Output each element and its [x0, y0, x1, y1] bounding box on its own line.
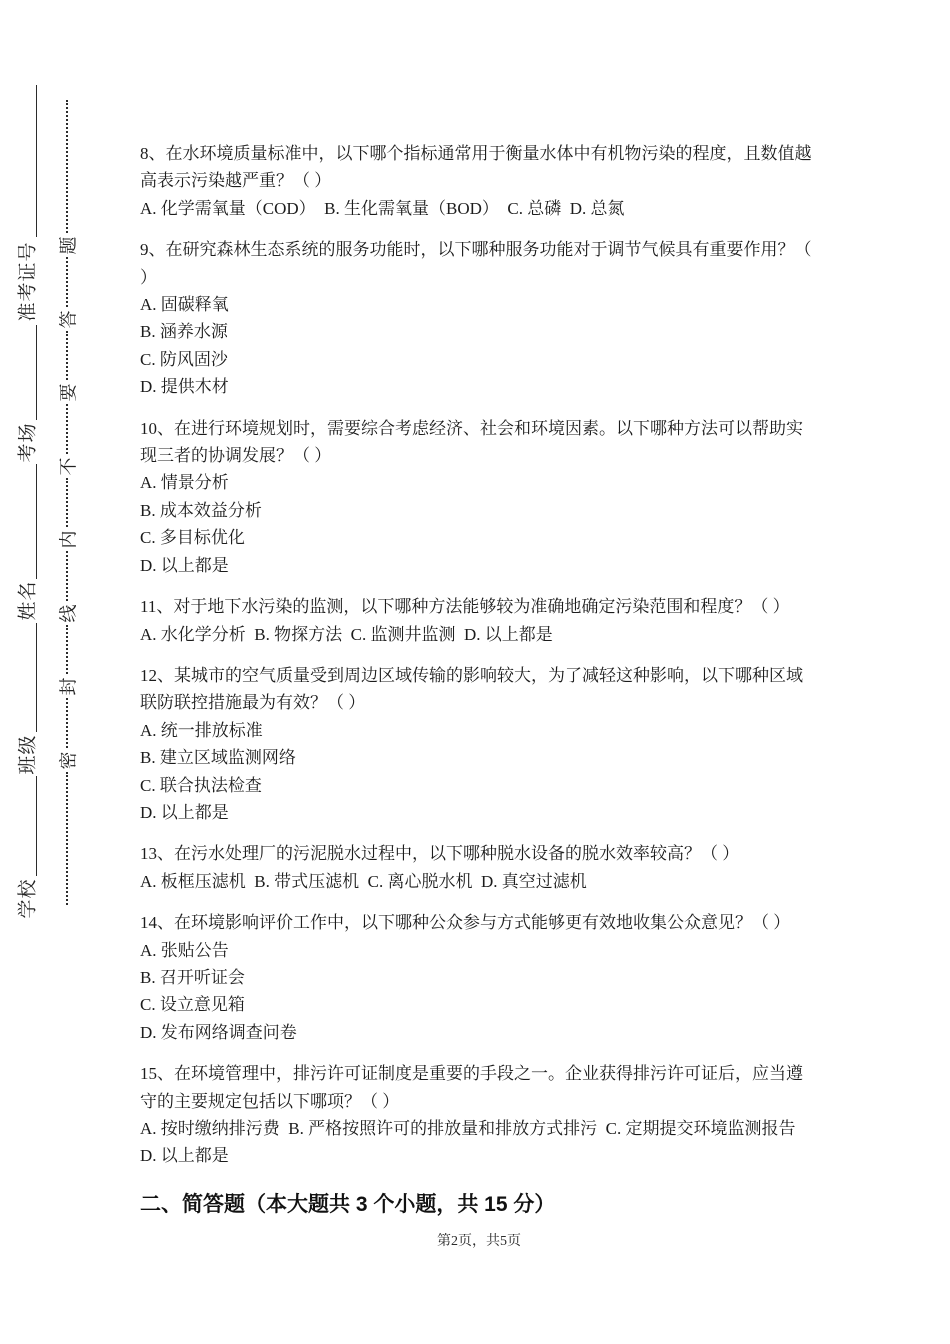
blank-underline — [36, 464, 37, 578]
question-12-option-d: D. 以上都是 — [140, 802, 229, 822]
seal-char-bu: 不 — [58, 456, 78, 476]
seal-char-feng: 封 — [58, 676, 78, 696]
question-9-option-b: B. 涵养水源 — [140, 322, 228, 342]
field-label-text: 班级 — [17, 734, 39, 775]
field-label-school — [11, 876, 41, 920]
seal-dotted-line — [66, 698, 68, 747]
question-14-stem: 14、在环境影响评价工作中，以下哪种公众参与方式能够更有效地收集公众意见？（ ） — [140, 913, 791, 933]
seal-dotted-line — [66, 551, 68, 600]
seal-line-column — [52, 100, 82, 905]
question-11-options: A. 水化学分析 B. 物探方法 C. 监测井监测 D. 以上都是 — [140, 624, 553, 644]
seal-char-nei: 内 — [58, 529, 78, 549]
question-9 — [140, 236, 818, 400]
seal-char-xian: 线 — [58, 603, 78, 623]
question-12-option-c: C. 联合执法检查 — [140, 775, 262, 795]
seal-char-da: 答 — [58, 309, 78, 329]
question-15-stem: 15、在环境管理中，排污许可证制度是重要的手段之一。企业获得排污许可证后，应当遵守的主要规定包括以下哪项？（ ） — [140, 1064, 803, 1111]
question-13-stem: 13、在污水处理厂的污泥脱水过程中，以下哪种脱水设备的脱水效率较高？（ ） — [140, 844, 740, 864]
question-12-stem: 12、某城市的空气质量受到周边区域传输的影响较大，为了减轻这种影响，以下哪种区域联防联控措施最为有效？（ ） — [140, 665, 803, 713]
seal-dotted-line — [66, 331, 68, 380]
blank-underline — [36, 776, 37, 876]
question-10-stem: 10、在进行环境规划时，需要综合考虑经济、社会和环境因素。以下哪种方法可以帮助实现三者的协调发展？（ ） — [140, 418, 803, 466]
seal-dotted-line — [66, 100, 68, 233]
question-9-option-d: D. 提供木材 — [140, 377, 229, 397]
seal-dotted-line — [66, 478, 68, 527]
blank-underline — [36, 85, 37, 237]
question-9-option-a: A. 固碳释氧 — [140, 295, 229, 315]
question-15-options: A. 按时缴纳排污费 B. 严格按照许可的排放量和排放方式排污 C. 定期提交环境监测报告 — [140, 1119, 796, 1138]
blank-underline — [36, 623, 37, 732]
question-10 — [140, 415, 818, 579]
question-14 — [140, 909, 818, 1046]
blank-underline — [36, 325, 37, 420]
question-11-stem: 11、对于地下水污染的监测，以下哪种方法能够较为准确地确定污染范围和程度？（ ） — [140, 597, 790, 617]
seal-dotted-line — [66, 772, 68, 905]
question-9-option-c: C. 防风固沙 — [140, 349, 228, 369]
question-12-option-b: B. 建立区域监测网络 — [140, 748, 296, 768]
question-12-option-a: A. 统一排放标准 — [140, 720, 263, 740]
question-15-option-d: D. 以上都是 — [140, 1146, 229, 1166]
student-info-column — [11, 85, 41, 920]
question-10-option-b: B. 成本效益分析 — [140, 500, 262, 520]
exam-body — [140, 140, 818, 1220]
section-2-header: 二、简答题（本大题共 3 个小题，共 15 分） — [140, 1192, 556, 1216]
field-label-exam-number — [11, 237, 41, 325]
question-8-stem: 8、在水环境质量标准中，以下哪个指标通常用于衡量水体中有机物污染的程度，且数值越高表示污染越严重？（ ） — [140, 144, 812, 191]
field-label-exam-room — [11, 420, 41, 464]
question-8-options: A. 化学需氧量（COD） B. 生化需氧量（BOD） C. 总磷 D. 总氮 — [140, 198, 625, 218]
question-13 — [140, 840, 818, 895]
seal-char-mi: 密 — [58, 750, 78, 770]
field-label-text: 学校 — [17, 877, 39, 919]
question-11 — [140, 593, 818, 648]
question-14-option-c: C. 设立意见箱 — [140, 995, 245, 1015]
seal-dotted-line — [66, 404, 68, 453]
field-label-text: 姓名 — [17, 580, 39, 621]
question-12 — [140, 662, 818, 826]
field-label-name — [11, 579, 41, 623]
question-10-option-d: D. 以上都是 — [140, 555, 229, 575]
question-14-option-b: B. 召开听证会 — [140, 967, 245, 987]
question-9-stem: 9、在研究森林生态系统的服务功能时，以下哪种服务功能对于调节气候具有重要作用？（ ） — [140, 240, 816, 287]
question-8 — [140, 140, 818, 222]
question-14-option-d: D. 发布网络调查问卷 — [140, 1022, 297, 1042]
field-label-class — [11, 732, 41, 776]
question-10-option-a: A. 情景分析 — [140, 473, 229, 493]
question-10-option-c: C. 多目标优化 — [140, 528, 245, 548]
question-15 — [140, 1060, 818, 1170]
seal-char-ti: 题 — [58, 235, 78, 255]
question-13-options: A. 板框压滤机 B. 带式压滤机 C. 离心脱水机 D. 真空过滤机 — [140, 871, 587, 891]
field-label-text: 考场 — [17, 422, 39, 463]
field-label-text: 准考证号 — [17, 241, 39, 322]
seal-dotted-line — [66, 257, 68, 306]
page-number-footer: 第2页，共5页 — [437, 1234, 521, 1249]
seal-char-yao: 要 — [58, 382, 78, 402]
question-14-option-a: A. 张贴公告 — [140, 940, 229, 960]
seal-dotted-line — [66, 625, 68, 674]
